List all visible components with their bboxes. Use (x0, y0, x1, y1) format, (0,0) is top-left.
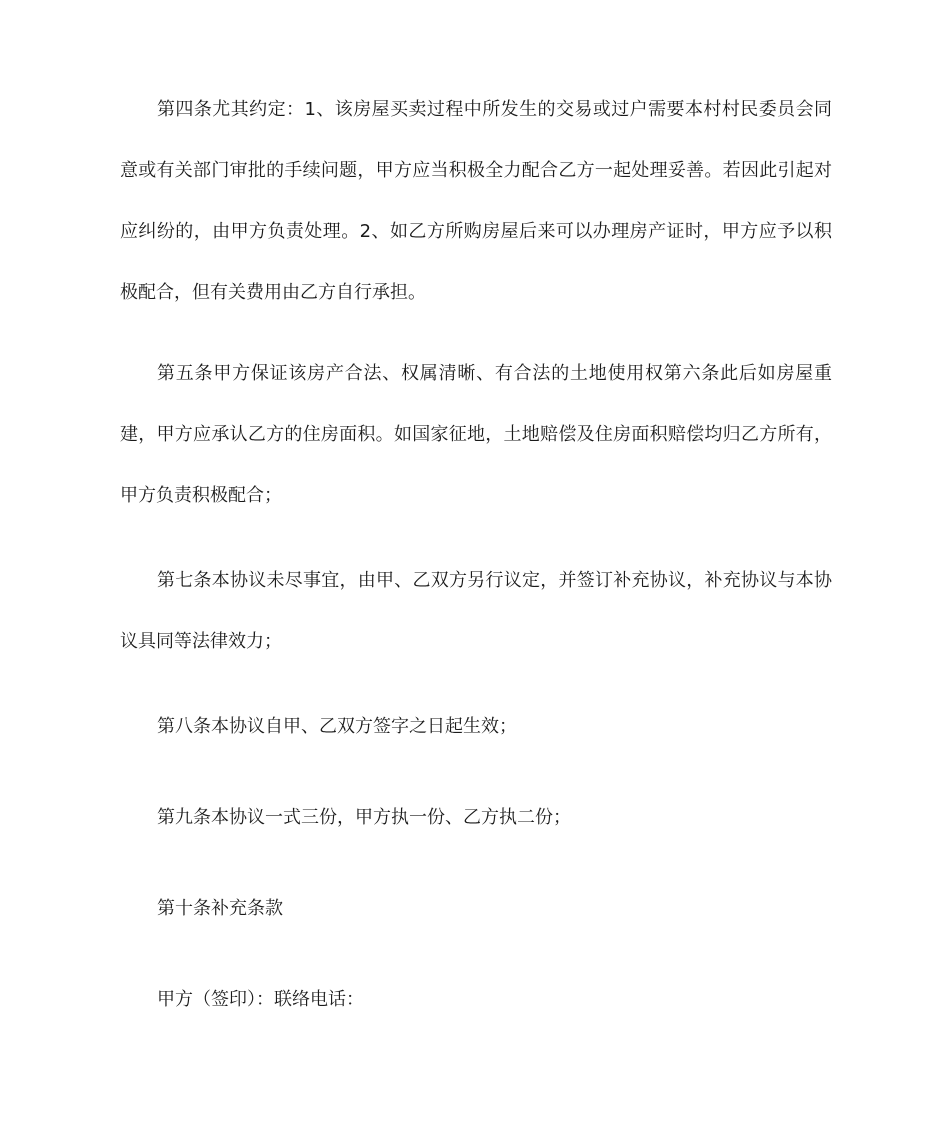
party-a-signature-line: 甲方（签印）：联络电话： (157, 989, 364, 1010)
clause-8-paragraph: 第八条本协议自甲、乙双方签字之日起生效； (157, 716, 517, 737)
clause-9-paragraph: 第九条本协议一式三份，甲方执一份、乙方执二份； (157, 807, 571, 828)
clause-10-paragraph: 第十条补充条款 (157, 898, 283, 919)
clause-4-paragraph: 第四条尤其约定：1、该房屋买卖过程中所发生的交易或过户需要本村村民委员会同意或有关部门审批的手续问题，甲方应当积极全力配合乙方一起处理妥善。若因此引起对应纠纷的，由甲方负责处理。2、如乙方所购房屋后来可以办理房产证时，甲方应予以积极配合，但有关费用由乙方自行承担。 (120, 99, 832, 303)
clause-5-6-paragraph: 第五条甲方保证该房产合法、权属清晰、有合法的土地使用权第六条此后如房屋重建，甲方应承认乙方的住房面积。如国家征地，土地赔偿及住房面积赔偿均归乙方所有，甲方负责积极配合； (120, 363, 832, 506)
clause-7-paragraph: 第七条本协议未尽事宜，由甲、乙双方另行议定，并签订补充协议，补充协议与本协议具同等法律效力； (120, 570, 832, 652)
